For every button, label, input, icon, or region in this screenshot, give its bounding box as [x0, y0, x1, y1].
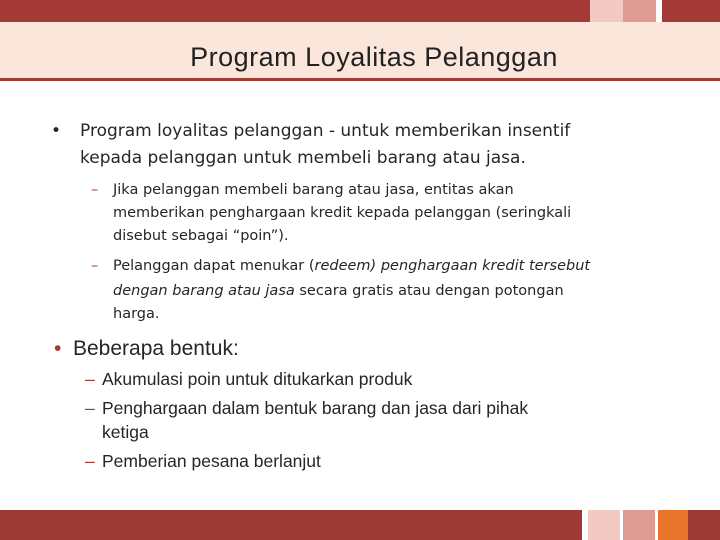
bottom-bar-segment [0, 510, 582, 540]
bottom-decorative-bar [0, 510, 720, 540]
slide-title: Program Loyalitas Pelanggan [190, 42, 558, 72]
bottom-bar-segment [588, 510, 620, 540]
top-decorative-bar [0, 0, 720, 22]
sub2-text-italic: redeem) penghargaan kredit tersebut [314, 258, 591, 274]
dash-marker: – [91, 182, 99, 198]
point1-text-line: Program loyalitas pelanggan - untuk memberikan insentif [80, 121, 571, 141]
sub2-text-line [113, 283, 564, 299]
point1-text-line: kepada pelanggan untuk membeli barang atau jasa. [80, 148, 526, 168]
dash-marker: – [85, 398, 95, 418]
bullet-marker: • [51, 121, 62, 141]
list-item: ketiga [102, 422, 149, 442]
sub1-text-line: memberikan penghargaan kredit kepada pelanggan (seringkali [113, 205, 572, 221]
list-item: Akumulasi poin untuk ditukarkan produk [102, 369, 413, 389]
sub2-text-plain: Pelanggan dapat menukar ( [113, 258, 315, 274]
sub2-text-italic: dengan barang atau jasa [113, 283, 295, 299]
sub1-text-line: disebut sebagai “poin”). [113, 228, 289, 244]
sub1-text-line: Jika pelanggan membeli barang atau jasa, entitas akan [113, 182, 514, 198]
point2-text: Beberapa bentuk: [73, 337, 239, 360]
dash-marker: – [85, 451, 95, 471]
bottom-bar-segment [623, 510, 655, 540]
sub2-text-line [113, 258, 590, 274]
sub2-text-line: harga. [113, 306, 160, 322]
dash-marker: – [85, 369, 95, 389]
sub2-text-plain: secara gratis atau dengan potongan [294, 283, 564, 299]
list-item: Penghargaan dalam bentuk barang dan jasa dari pihak [102, 398, 529, 418]
bottom-bar-segment [658, 510, 688, 540]
list-item: Pemberian pesana berlanjut [102, 451, 321, 471]
top-bar-segment [623, 0, 656, 22]
top-bar-segment [590, 0, 623, 22]
bullet-marker: • [54, 337, 62, 360]
top-bar-segment [662, 0, 720, 22]
dash-marker: – [91, 258, 99, 274]
bottom-bar-segment [688, 510, 720, 540]
top-bar-segment [0, 0, 590, 22]
